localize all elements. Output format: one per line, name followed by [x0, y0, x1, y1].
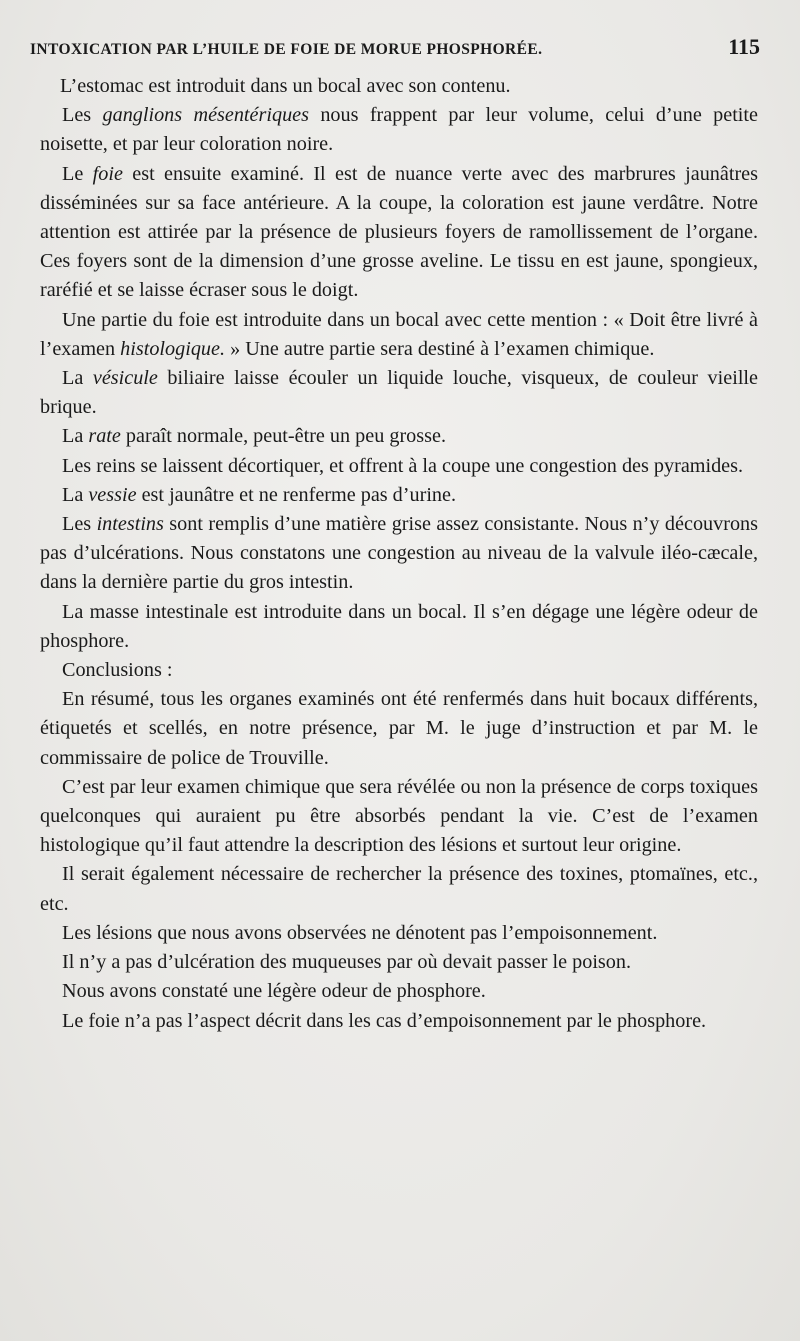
text-run: sont remplis d’une matière grise assez consistante. Nous n’y découvrons pas d’ulcérations. Nous constatons une congestion au niveau de la valvule iléo-cæcale, dans la dernière partie du gros intestin. [40, 513, 758, 594]
text-run: Les reins se laissent décortiquer, et offrent à la coupe une congestion des pyramides. [62, 454, 744, 477]
running-head: INTOXICATION PAR L’HUILE DE FOIE DE MORUE PHOSPHORÉE. [30, 41, 543, 58]
text-run: est ensuite examiné. Il est de nuance verte avec des marbrures jaunâtres disséminées sur sa face antérieure. A la coupe, la coloration est jaune verdâtre. Notre attention est attirée par la présence de plusieurs foyers de ramollissement de l’organe. Ces foyers sont de la dimension d’une grosse aveline. Le tissu en est jaune, spongieux, raréfié et se laisse écraser sous le doigt. [40, 162, 758, 302]
text-run: La [62, 483, 89, 506]
page-number: 115 [728, 34, 760, 59]
paragraph [40, 656, 758, 685]
paragraph [40, 1007, 758, 1036]
paragraph [40, 101, 758, 159]
paragraph [40, 685, 758, 773]
paragraph [40, 72, 758, 101]
page-header [30, 34, 760, 64]
text-run: Les lésions que nous avons observées ne dénotent pas l’empoisonnement. [62, 921, 658, 944]
text-run: est jaunâtre et ne renferme pas d’urine. [136, 483, 457, 506]
text-run: biliaire laisse écouler un liquide louche, visqueux, de couleur vieille brique. [40, 367, 758, 419]
paragraph [40, 422, 758, 451]
italic-term: histologique. [120, 337, 226, 360]
text-run: En résumé, tous les organes examinés ont été renfermés dans huit bocaux différents, étiquetés et scellés, en notre présence, par M. le juge d’instruction et par M. le commissaire de police de Trouville. [40, 688, 758, 769]
italic-term: vessie [88, 483, 137, 506]
text-run: Le [62, 162, 93, 185]
paragraph [40, 948, 758, 977]
italic-term: ganglions mésentériques [102, 104, 309, 127]
paragraph [40, 510, 758, 598]
paragraph [40, 773, 758, 861]
paragraph [40, 860, 758, 918]
text-run: Le foie n’a pas l’aspect décrit dans les cas d’empoisonnement par le phosphore. [62, 1009, 707, 1032]
text-run: Une partie du foie est introduite dans un bocal avec cette mention : « Doit être livré à l’examen [40, 308, 758, 360]
text-run: Il n’y a pas d’ulcération des muqueuses par où devait passer le poison. [62, 951, 632, 974]
text-run: La masse intestinale est introduite dans un bocal. Il s’en dégage une légère odeur de phosphore. [40, 600, 758, 652]
text-run: nous frappent par leur volume, celui d’une petite noisette, et par leur coloration noire. [40, 104, 758, 156]
paragraph [40, 598, 758, 656]
text-run: La [62, 425, 89, 448]
text-run: Les [62, 513, 97, 536]
italic-term: intestins [96, 513, 164, 536]
paragraph [40, 452, 758, 481]
italic-term: rate [88, 425, 121, 448]
text-run: Conclusions : [62, 659, 173, 682]
paragraph [40, 306, 758, 364]
body-text [40, 72, 758, 1036]
paragraph [40, 160, 758, 306]
paragraph [40, 481, 758, 510]
text-run: Les [62, 104, 103, 127]
text-run: C’est par leur examen chimique que sera révélée ou non la présence de corps toxiques quelconques qui auraient pu être absorbés pendant la vie. C’est de l’examen histologique qu’il faut attendre la description des lésions et surtout leur origine. [40, 775, 758, 857]
text-run: paraît normale, peut-être un peu grosse. [120, 425, 446, 448]
text-run: L’estomac est introduit dans un bocal avec son contenu. [60, 75, 511, 97]
text-run: La [62, 367, 93, 390]
text-run: Il serait également nécessaire de rechercher la présence des toxines, ptomaïnes, etc., etc. [40, 863, 758, 915]
paragraph [40, 364, 758, 422]
text-run: » Une autre partie sera destiné à l’examen chimique. [225, 337, 655, 360]
paragraph [40, 919, 758, 948]
italic-term: vésicule [92, 367, 158, 390]
italic-term: foie [92, 162, 123, 185]
paragraph [40, 977, 758, 1006]
text-run: Nous avons constaté une légère odeur de phosphore. [62, 980, 486, 1003]
